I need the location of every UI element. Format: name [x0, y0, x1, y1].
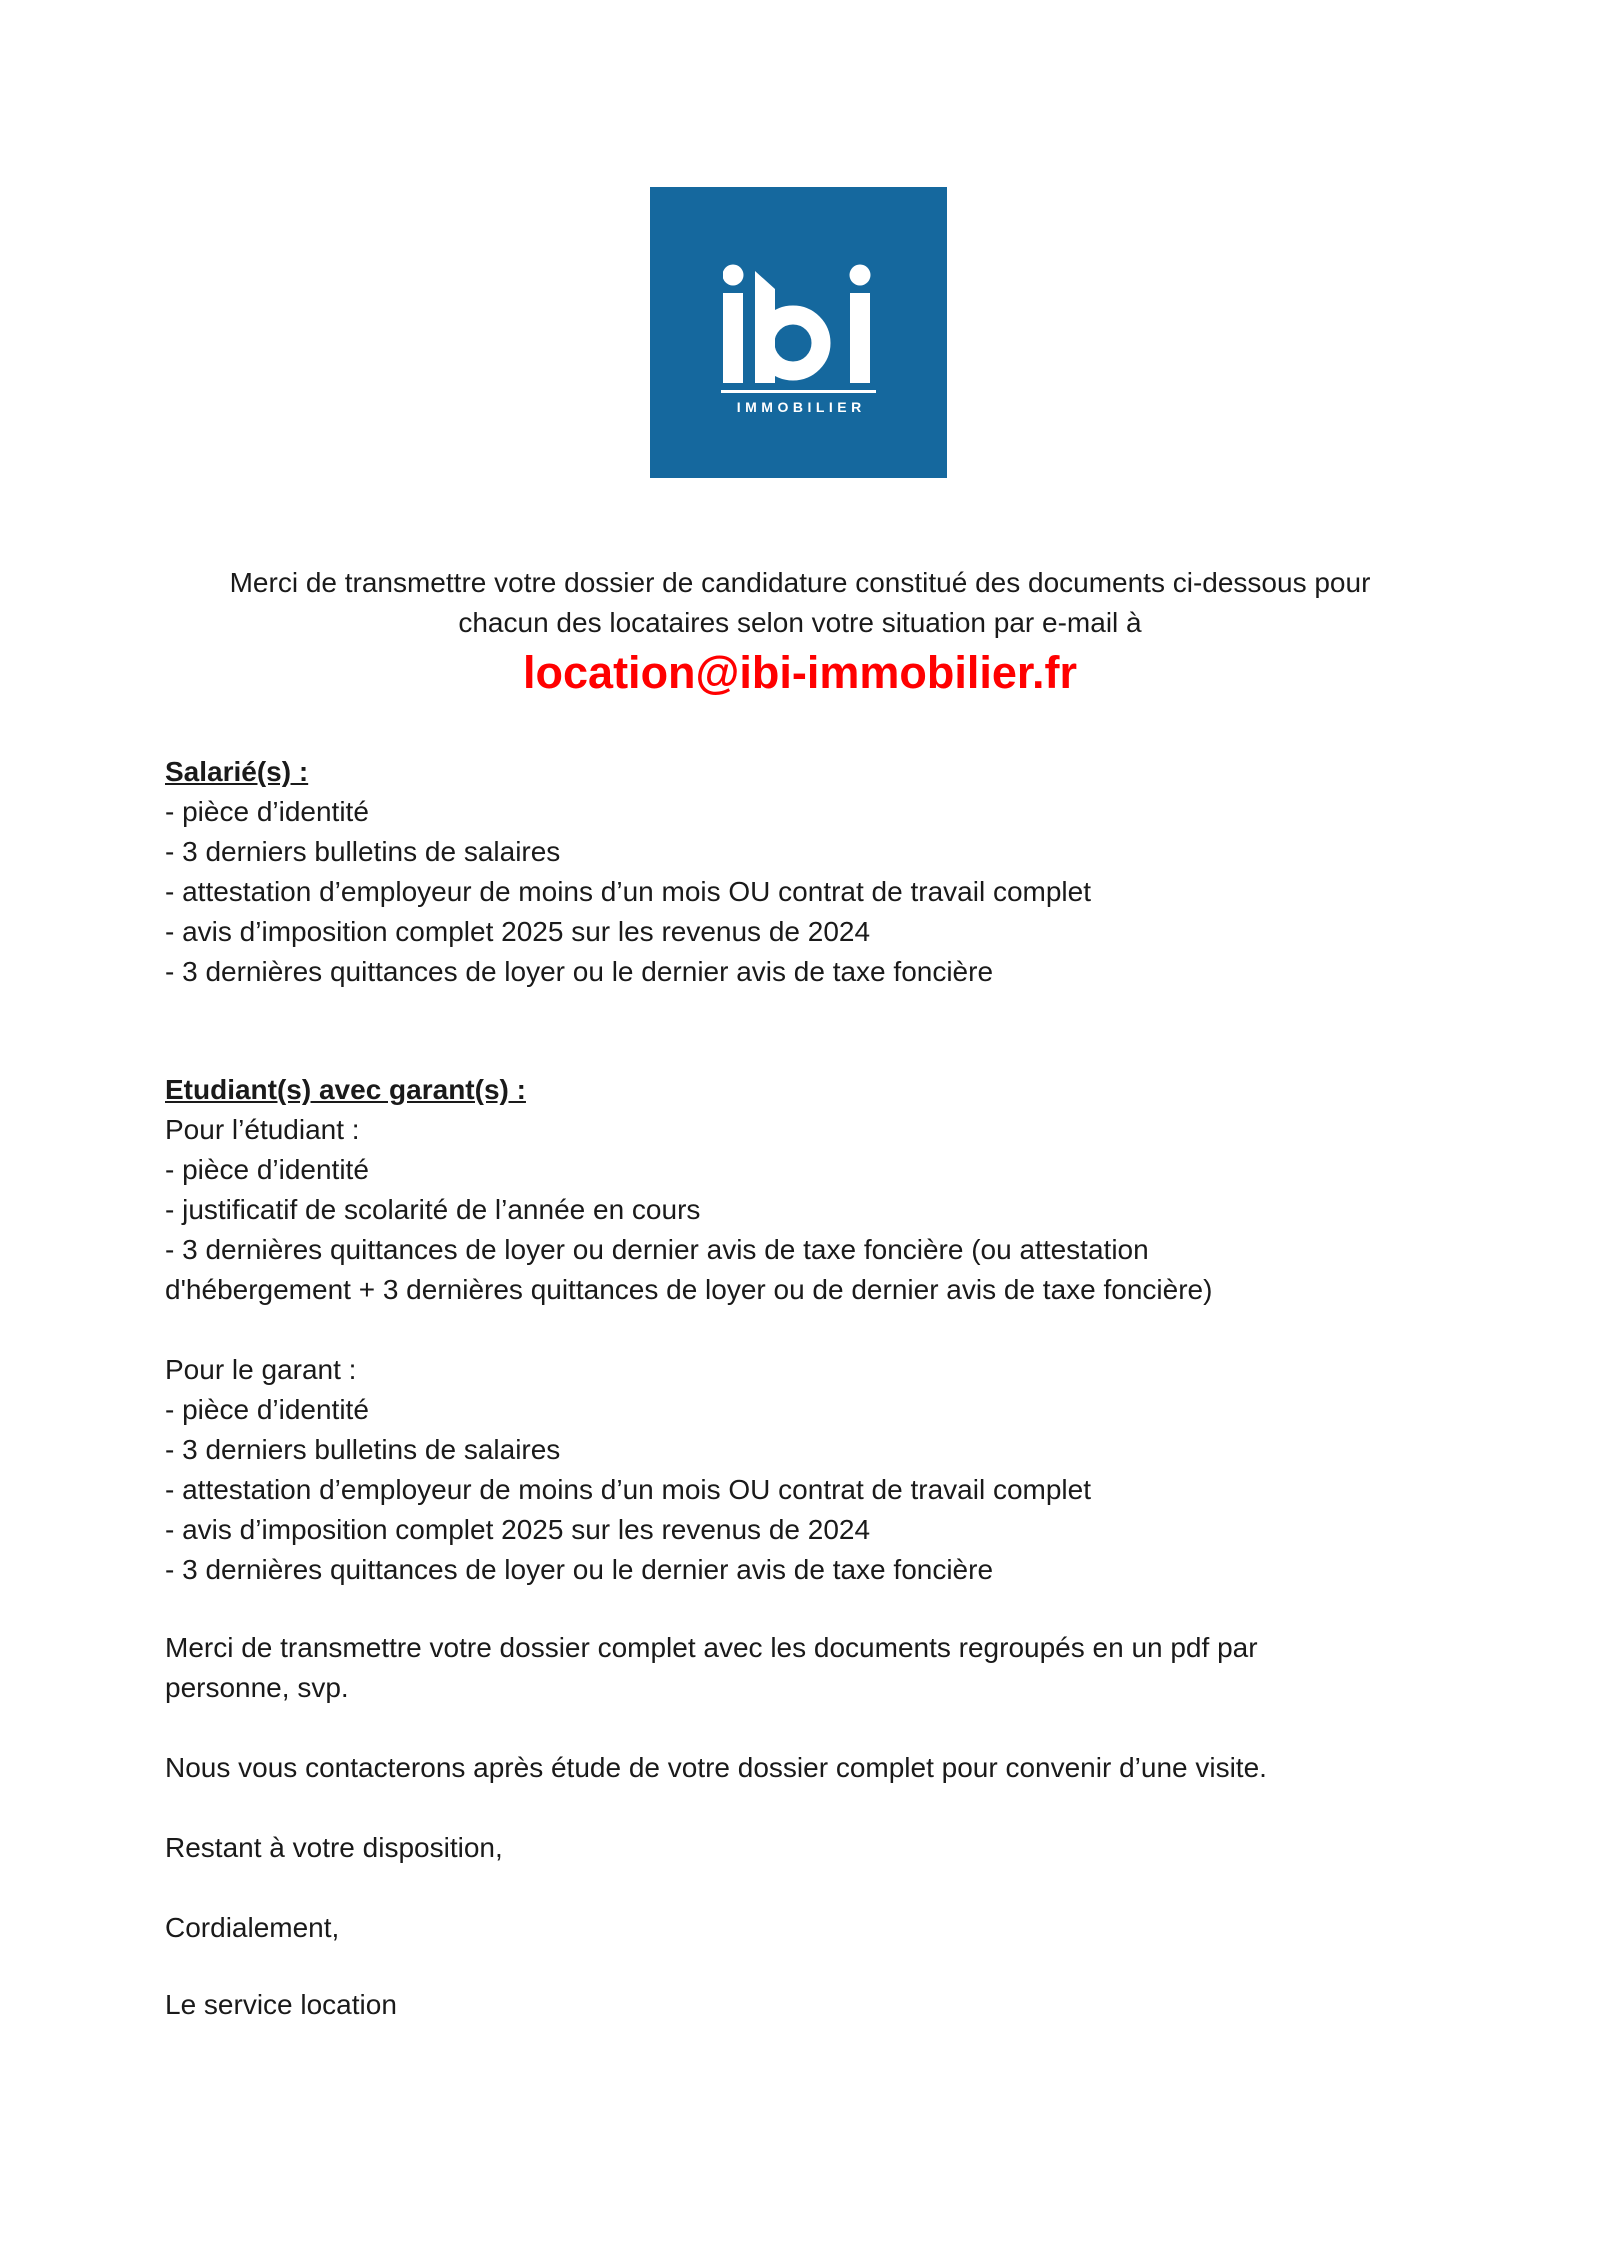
list-item: - pièce d’identité — [165, 1154, 369, 1185]
closing-paragraph-cordialement: Cordialement, — [165, 1912, 340, 1943]
ibi-logo-mark — [723, 261, 875, 383]
application-email: location@ibi-immobilier.fr — [523, 647, 1077, 698]
paragraph-line: personne, svp. — [165, 1672, 349, 1703]
logo-divider — [721, 390, 876, 393]
logo-subtitle: IMMOBILIER — [736, 399, 866, 415]
closing-paragraph-contact: Nous vous contacterons après étude de votre dossier complet pour convenir d’une visite. — [165, 1752, 1267, 1783]
intro-line-2: chacun des locataires selon votre situation par e-mail à — [458, 607, 1142, 638]
list-item: - attestation d’employeur de moins d’un mois OU contrat de travail complet — [165, 1474, 1091, 1505]
list-intro: Pour l’étudiant : — [165, 1114, 360, 1145]
list-intro: Pour le garant : — [165, 1354, 357, 1385]
closing-signature: Le service location — [165, 1989, 397, 2020]
section-salaries — [165, 752, 1091, 992]
list-item: - attestation d’employeur de moins d’un mois OU contrat de travail complet — [165, 876, 1091, 907]
list-item: - avis d’imposition complet 2025 sur les revenus de 2024 — [165, 916, 871, 947]
list-item: - pièce d’identité — [165, 1394, 369, 1425]
list-item: - 3 dernières quittances de loyer ou le dernier avis de taxe foncière — [165, 956, 994, 987]
section-garant — [165, 1350, 1091, 1590]
list-item: - 3 dernières quittances de loyer ou dernier avis de taxe foncière (ou attestation — [165, 1234, 1149, 1265]
section-salaries-heading: Salarié(s) : — [165, 756, 309, 787]
list-item: - 3 derniers bulletins de salaires — [165, 836, 561, 867]
intro-line-1: Merci de transmettre votre dossier de candidature constitué des documents ci-dessous pour — [229, 567, 1371, 598]
list-item: - avis d’imposition complet 2025 sur les revenus de 2024 — [165, 1514, 871, 1545]
list-item: - justificatif de scolarité de l’année en cours — [165, 1194, 701, 1225]
intro-paragraph — [0, 563, 1600, 643]
list-item: - 3 derniers bulletins de salaires — [165, 1434, 561, 1465]
closing-paragraph-pdf — [165, 1628, 1258, 1708]
paragraph-line: Merci de transmettre votre dossier complet avec les documents regroupés en un pdf par — [165, 1632, 1258, 1663]
ibi-logo — [650, 187, 947, 478]
section-etudiants — [165, 1070, 1212, 1310]
closing-paragraph-disposition: Restant à votre disposition, — [165, 1832, 503, 1863]
list-item: - 3 dernières quittances de loyer ou le dernier avis de taxe foncière — [165, 1554, 994, 1585]
section-etudiants-heading: Etudiant(s) avec garant(s) : — [165, 1074, 526, 1105]
list-item-continuation: d'hébergement + 3 dernières quittances de loyer ou de dernier avis de taxe foncière) — [165, 1274, 1213, 1305]
list-item: - pièce d’identité — [165, 796, 369, 827]
